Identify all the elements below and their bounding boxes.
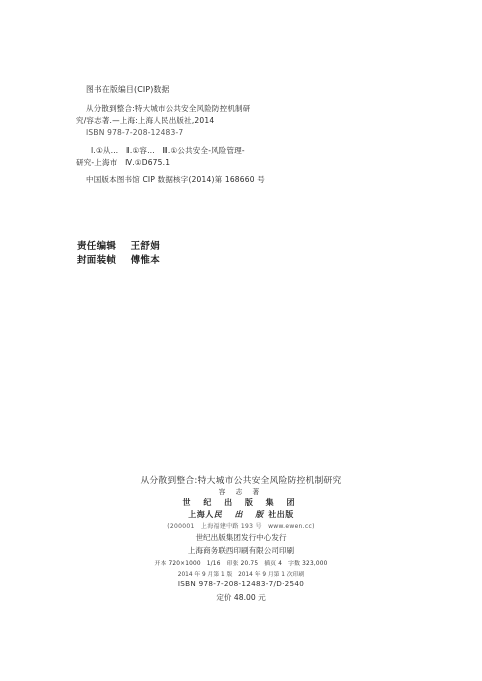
cip-heading: 图书在版编目(CIP)数据 (86, 85, 170, 94)
colophon-address: (200001 上海福建中路 193 号 www.ewen.cc) (167, 523, 315, 530)
colophon-edition: 2014 年 9 月第 1 版 2014 年 9 月第 1 次印刷 (177, 572, 305, 578)
cip-isbn: ISBN 978-7-208-12483-7 (86, 128, 184, 137)
credit-name: 王舒娟 (130, 241, 161, 252)
colophon-title: 从分散到整合:特大城市公共安全风险防控机制研究 (140, 476, 342, 486)
cip-title-line: 从分散到整合:特大城市公共安全风险防控机制研 (86, 104, 251, 113)
colophon-specs: 开本 720×1000 1/16 印张 20.75 插页 4 字数 323,000 (154, 561, 328, 567)
publisher-prefix: 上海人 (188, 510, 214, 519)
cip-subject-line: Ⅰ.①从… Ⅱ.①容… Ⅲ.①公共安全-风险管理- (91, 146, 245, 155)
publisher-suffix: 社出版 (268, 510, 294, 519)
credit-cover-design (77, 252, 160, 266)
credit-role: 责任编辑 (77, 241, 117, 252)
colophon-publisher (0, 509, 482, 520)
cip-subject-line-cont: 研究-上海市 Ⅳ.①D675.1 (76, 158, 171, 167)
colophon-printer: 上海商务联西印刷有限公司印刷 (187, 546, 295, 555)
credit-role: 封面装帧 (77, 255, 117, 266)
colophon-isbn: ISBN 978-7-208-12483-7/D·2540 (177, 579, 305, 588)
cip-record-number: 中国版本图书馆 CIP 数据核字(2014)第 168660 号 (86, 175, 265, 184)
colophon-distributor: 世纪出版集团发行中心发行 (195, 533, 287, 542)
cip-author-line: 究/容志著.—上海:上海人民出版社,2014 (76, 116, 215, 125)
colophon-author: 容 志 著 (218, 488, 264, 496)
credit-editor (77, 238, 160, 252)
credit-name: 傅惟本 (130, 255, 161, 266)
colophon-price: 定价 48.00 元 (216, 593, 266, 602)
publisher-signature: 民 出 版 (213, 509, 269, 519)
colophon-group: 世 纪 出 版 集 团 (182, 498, 300, 507)
